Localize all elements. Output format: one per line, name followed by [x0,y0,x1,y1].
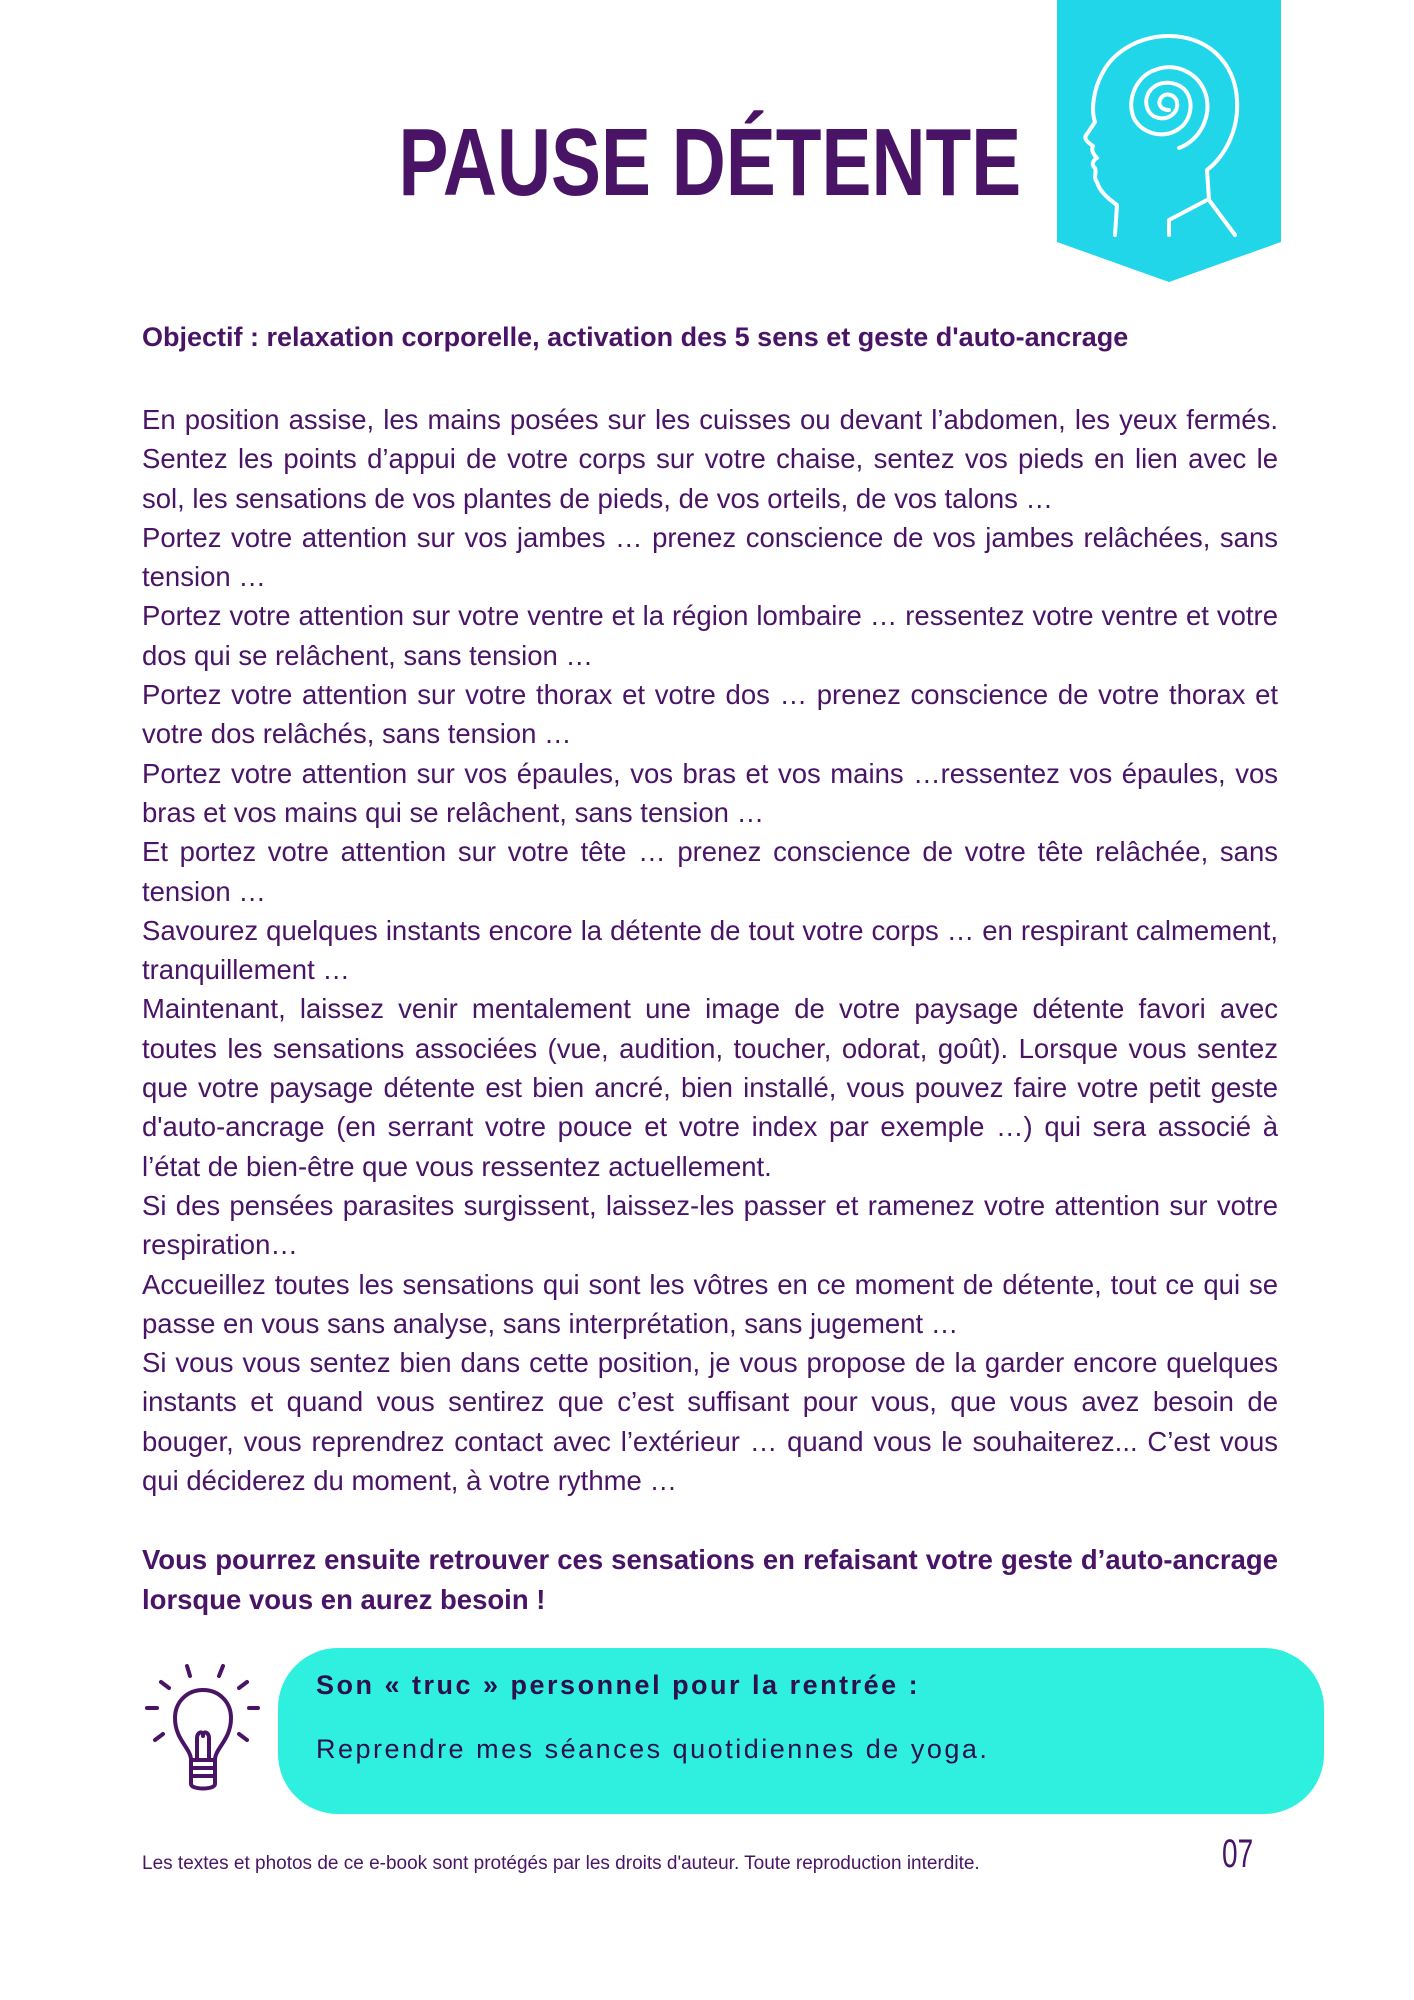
paragraph: Portez votre attention sur votre thorax et votre dos … prenez conscience de votre thorax et votre dos relâchés, sans tension … [142,679,1278,750]
paragraph: En position assise, les mains posées sur les cuisses ou devant l’abdomen, les yeux fermés. Sentez les points d’appui de votre corps sur votre chaise, sentez vos pieds en lien avec le sol, les sensations de vos plantes de pieds, de vos orteils, de vos talons … [142,404,1278,514]
paragraph: Portez votre attention sur vos épaules, vos bras et vos mains …ressentez vos épaules, vos bras et vos mains qui se relâchent, sans tension … [142,757,1278,828]
page-title: PAUSE DÉTENTE [398,109,1022,216]
paragraph: Si des pensées parasites surgissent, laissez-les passer et ramenez votre attention sur votre respiration… [142,1189,1278,1261]
paragraph: Si vous vous sentez bien dans cette position, je vous propose de la garder encore quelques instants et quand vous sentirez que c’est suffisant pour vous, que vous avez besoin de bouger, vous reprendrez contact avec l’extérieur … quand vous le souhaiterez... C’est vous qui déciderez du moment, à votre rythme … [142,1347,1278,1497]
instructions-text [142,400,1278,1500]
paragraph: Maintenant, laissez venir mentalement une image de votre paysage détente favori avec toutes les sensations associées (vue, audition, toucher, odorat, goût). Lorsque vous sentez que votre paysage détente est bien ancré, bien installé, vous pouvez faire votre petit geste d'auto-ancrage (en serrant votre pouce et votre index par exemple …) qui sera associé à l’état de bien-être que vous ressentez actuellement. [142,993,1278,1182]
page-number: 07 [1222,1832,1254,1876]
paragraph: Portez votre attention sur votre ventre et la région lombaire … ressentez votre ventre et votre dos qui se relâchent, sans tension … [142,600,1278,671]
conclusion-text: Vous pourrez ensuite retrouver ces sensations en refaisant votre geste d’auto-ancrage lorsque vous en aurez besoin ! [142,1544,1278,1615]
copyright-notice: Les textes et photos de ce e-book sont protégés par les droits d'auteur. Toute reproduction interdite. [142,1853,980,1874]
paragraph: Accueillez toutes les sensations qui sont les vôtres en ce moment de détente, tout ce qui se passe en vous sans analyse, sans interprétation, sans jugement … [142,1268,1278,1339]
head-spiral-icon [1057,0,1281,282]
tip-text: Reprendre mes séances quotidiennes de yoga. [316,1734,990,1764]
tip-box [278,1648,1324,1814]
objective-line: Objectif : relaxation corporelle, activation des 5 sens et geste d'auto-ancrage [142,322,1129,352]
paragraph: Savourez quelques instants encore la détente de tout votre corps … en respirant calmement, tranquillement … [142,914,1278,986]
lightbulb-icon [145,1660,260,1800]
tip-heading: Son « truc » personnel pour la rentrée : [316,1670,921,1700]
paragraph: Portez votre attention sur vos jambes … prenez conscience de vos jambes relâchées, sans tension … [142,521,1278,593]
paragraph: Et portez votre attention sur votre tête … prenez conscience de votre tête relâchée, sans tension … [142,836,1278,907]
